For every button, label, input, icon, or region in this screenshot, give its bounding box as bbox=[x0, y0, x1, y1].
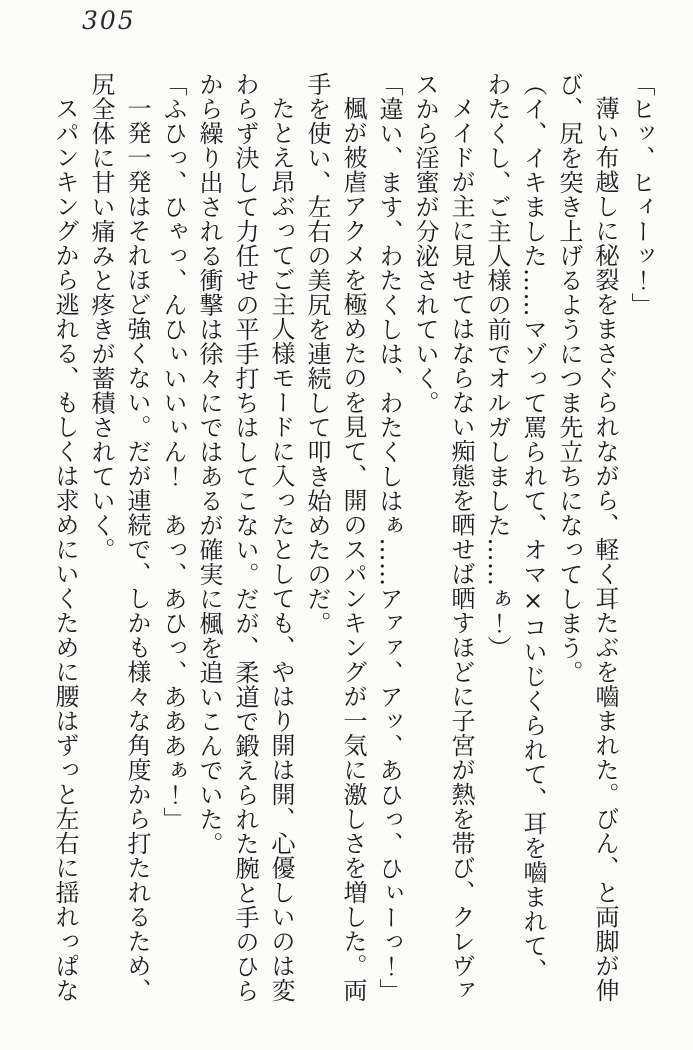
page-number: 305 bbox=[82, 6, 136, 35]
paragraph-dialogue-2: 「違い、ます、わたくしは、わたくしはぁ……アァァ、アッ、あひっ、ひぃーっ！」 bbox=[375, 72, 403, 1003]
body-text bbox=[47, 72, 659, 1006]
paragraph-thought-1: （イ、イキました……マゾって罵られて、オマ×コいじくられて、耳を嚙まれて、わたくし、ご主人様の前でオルガしました……ぁ！） bbox=[483, 72, 547, 983]
paragraph-narrative-4: たとえ昂ぶってご主人様モードに入ったとしても、やはり開は開、心優しいのは変わらず決して力任せの平手打ちはしてこない。だが、柔道で鍛えられた腕と手のひらから繰り出される衝撃は徐々にではあるが確実に楓を追いこんでいた。 bbox=[195, 72, 295, 1003]
paragraph-narrative-1: 薄い布越しに秘裂をまさぐられながら、軽く耳たぶを嚙まれた。びん、と両脚が伸び、尻を突き上げるようにつま先立ちになってしまう。 bbox=[555, 72, 619, 1003]
paragraph-dialogue-3: 「ふひっ、ひゃっ、んひぃいいぃん！ あっ、あひっ、あああぁ！」 bbox=[159, 72, 187, 832]
paragraph-narrative-2: メイドが主に見せてはならない痴態を晒せば晒すほどに子宮が熱を帯び、クレヴァスから淫蜜が分泌されていく。 bbox=[411, 72, 475, 1003]
paragraph-dialogue-1: 「ヒッ、ヒィーッ！」 bbox=[627, 72, 655, 317]
paragraph-narrative-3: 楓が被虐アクメを極めたのを見て、開のスパンキングが一気に激しさを増した。両手を使い、左右の美尻を連続して叩き始めたのだ。 bbox=[303, 72, 367, 1003]
paragraph-narrative-6: スパンキングから逃れる、もしくは求めにいくために腰はずっと左右に揺れっぱな bbox=[51, 96, 79, 1003]
paragraph-narrative-5: 一発一発はそれほど強くない。だが連続で、しかも様々な角度から打たれるため、尻全体に甘い痛みと疼きが蓄積されていく。 bbox=[87, 72, 151, 1003]
